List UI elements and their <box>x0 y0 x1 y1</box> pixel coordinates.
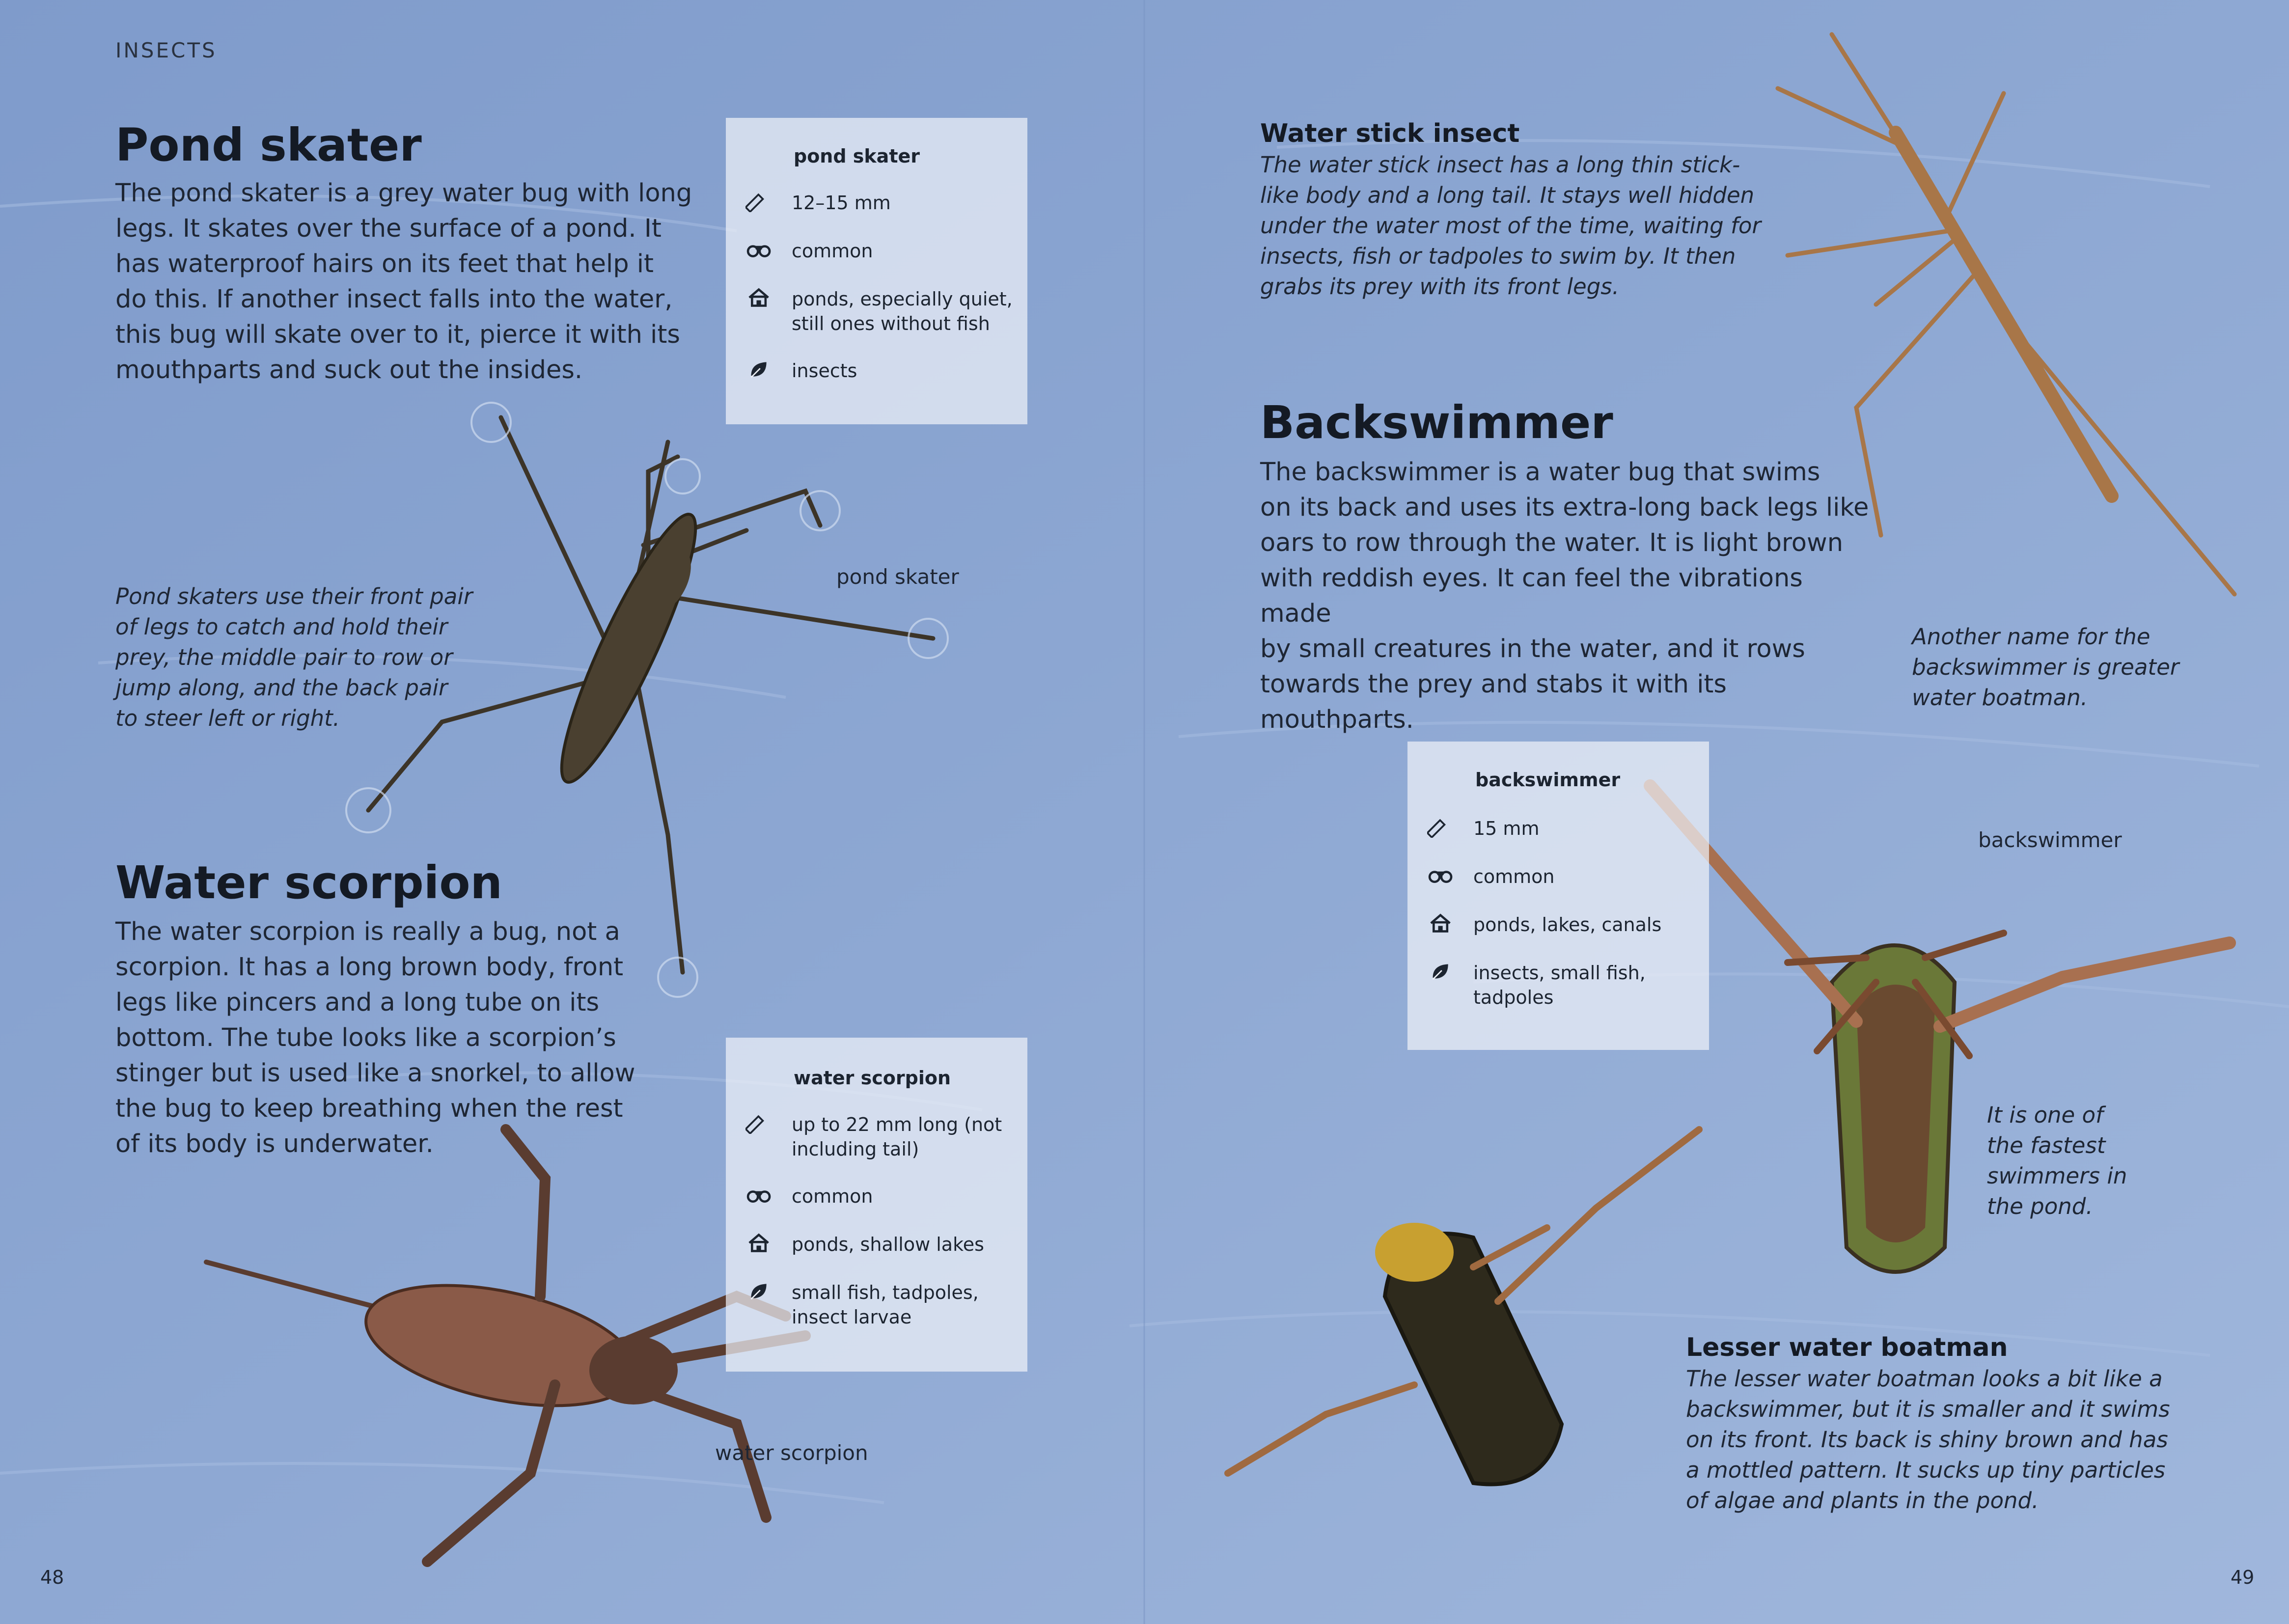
pond-skater-caption: Pond skaters use their front pair of legs to catch and hold their prey, the middle pair to row or jump along, and the back pair to steer left or right. <box>115 583 473 731</box>
page-number-left: 48 <box>40 1567 64 1588</box>
water-scorpion-factbox <box>726 1038 1027 1372</box>
backswimmer-title: Backswimmer <box>1260 396 1613 449</box>
factbox-frequency: common <box>1473 866 1555 887</box>
backswimmer-image-label: backswimmer <box>1978 828 2122 852</box>
leaf-icon <box>1427 961 1455 982</box>
factbox-name: water scorpion <box>794 1067 951 1089</box>
factbox-name: backswimmer <box>1475 769 1621 791</box>
pond-skater-image-label: pond skater <box>836 565 959 589</box>
factbox-food: insects <box>792 360 857 382</box>
factbox-frequency: common <box>792 1185 873 1207</box>
factbox-frequency: common <box>792 240 873 262</box>
factbox-food: insects, small fish, tadpoles <box>1473 962 1646 1008</box>
factbox-name: pond skater <box>794 145 920 167</box>
binoculars-icon <box>745 239 773 260</box>
backswimmer-caption-name: Another name for the backswimmer is greater water boatman. <box>1912 624 2179 711</box>
factbox-size: 15 mm <box>1473 818 1540 839</box>
ruler-icon <box>745 1112 773 1134</box>
lesser-water-boatman-body: The lesser water boatman looks a bit like a backswimmer, but it is smaller and it swims on its front. Its back is shiny brown and has a mottled pattern. It sucks up tiny particles of algae and plants in the pond. <box>1686 1366 2170 1514</box>
section-label: INSECTS <box>115 38 217 62</box>
pond-skater-factbox <box>726 118 1027 424</box>
page-number-right: 49 <box>2231 1567 2255 1588</box>
ruler-icon <box>745 191 773 212</box>
water-stick-insect-title: Water stick insect <box>1260 119 1520 148</box>
lesser-water-boatman-title: Lesser water boatman <box>1686 1333 2008 1362</box>
factbox-habitat: ponds, lakes, canals <box>1473 914 1662 936</box>
factbox-size: 12–15 mm <box>792 192 891 214</box>
water-scorpion-image-label: water scorpion <box>715 1441 868 1465</box>
pond-skater-body: The pond skater is a grey water bug with long legs. It skates over the surface of a pond. It has waterproof hairs on its feet that help it do this. If another insect falls into the water, this bug will skate over to it, pierce it with its mouthparts and suck out the insides. <box>115 179 692 385</box>
factbox-size: up to 22 mm long (not including tail) <box>792 1114 1002 1160</box>
backswimmer-factbox <box>1407 742 1709 1050</box>
leaf-icon <box>745 358 773 380</box>
house-icon <box>1427 912 1455 934</box>
pond-skater-title: Pond skater <box>115 119 422 171</box>
binoculars-icon <box>745 1184 773 1206</box>
backswimmer-body: The backswimmer is a water bug that swims on its back and uses its extra-long back legs like oars to row through the water. It is light brown with reddish eyes. It can feel the vibrations made by small creatures in the water, and it rows towards the prey and stabs it with its mouthparts. <box>1260 458 1869 734</box>
leaf-icon <box>745 1280 773 1302</box>
factbox-food: small fish, tadpoles, insect larvae <box>792 1282 979 1328</box>
backswimmer-caption-fast: It is one of the fastest swimmers in the pond. <box>1987 1102 2127 1219</box>
water-scorpion-body: The water scorpion is really a bug, not a scorpion. It has a long brown body, front legs like pincers and a long tube on its bottom. The tube looks like a scorpion’s stinger but is used like a snorkel, to allow the bug to keep breathing when the rest of its body is underwater. <box>115 917 635 1158</box>
ruler-icon <box>1427 816 1455 838</box>
water-stick-insect-body: The water stick insect has a long thin stick- like body and a long tail. It stays well hidden under the water most of the time, waiting for insects, fish or tadpoles to swim by. It then grabs its prey with its front legs. <box>1260 152 1761 300</box>
water-scorpion-title: Water scorpion <box>115 856 503 909</box>
factbox-habitat: ponds, shallow lakes <box>792 1234 984 1255</box>
house-icon <box>745 1232 773 1254</box>
factbox-habitat: ponds, especially quiet, still ones without fish <box>792 288 1013 334</box>
house-icon <box>745 287 773 308</box>
binoculars-icon <box>1427 864 1455 886</box>
